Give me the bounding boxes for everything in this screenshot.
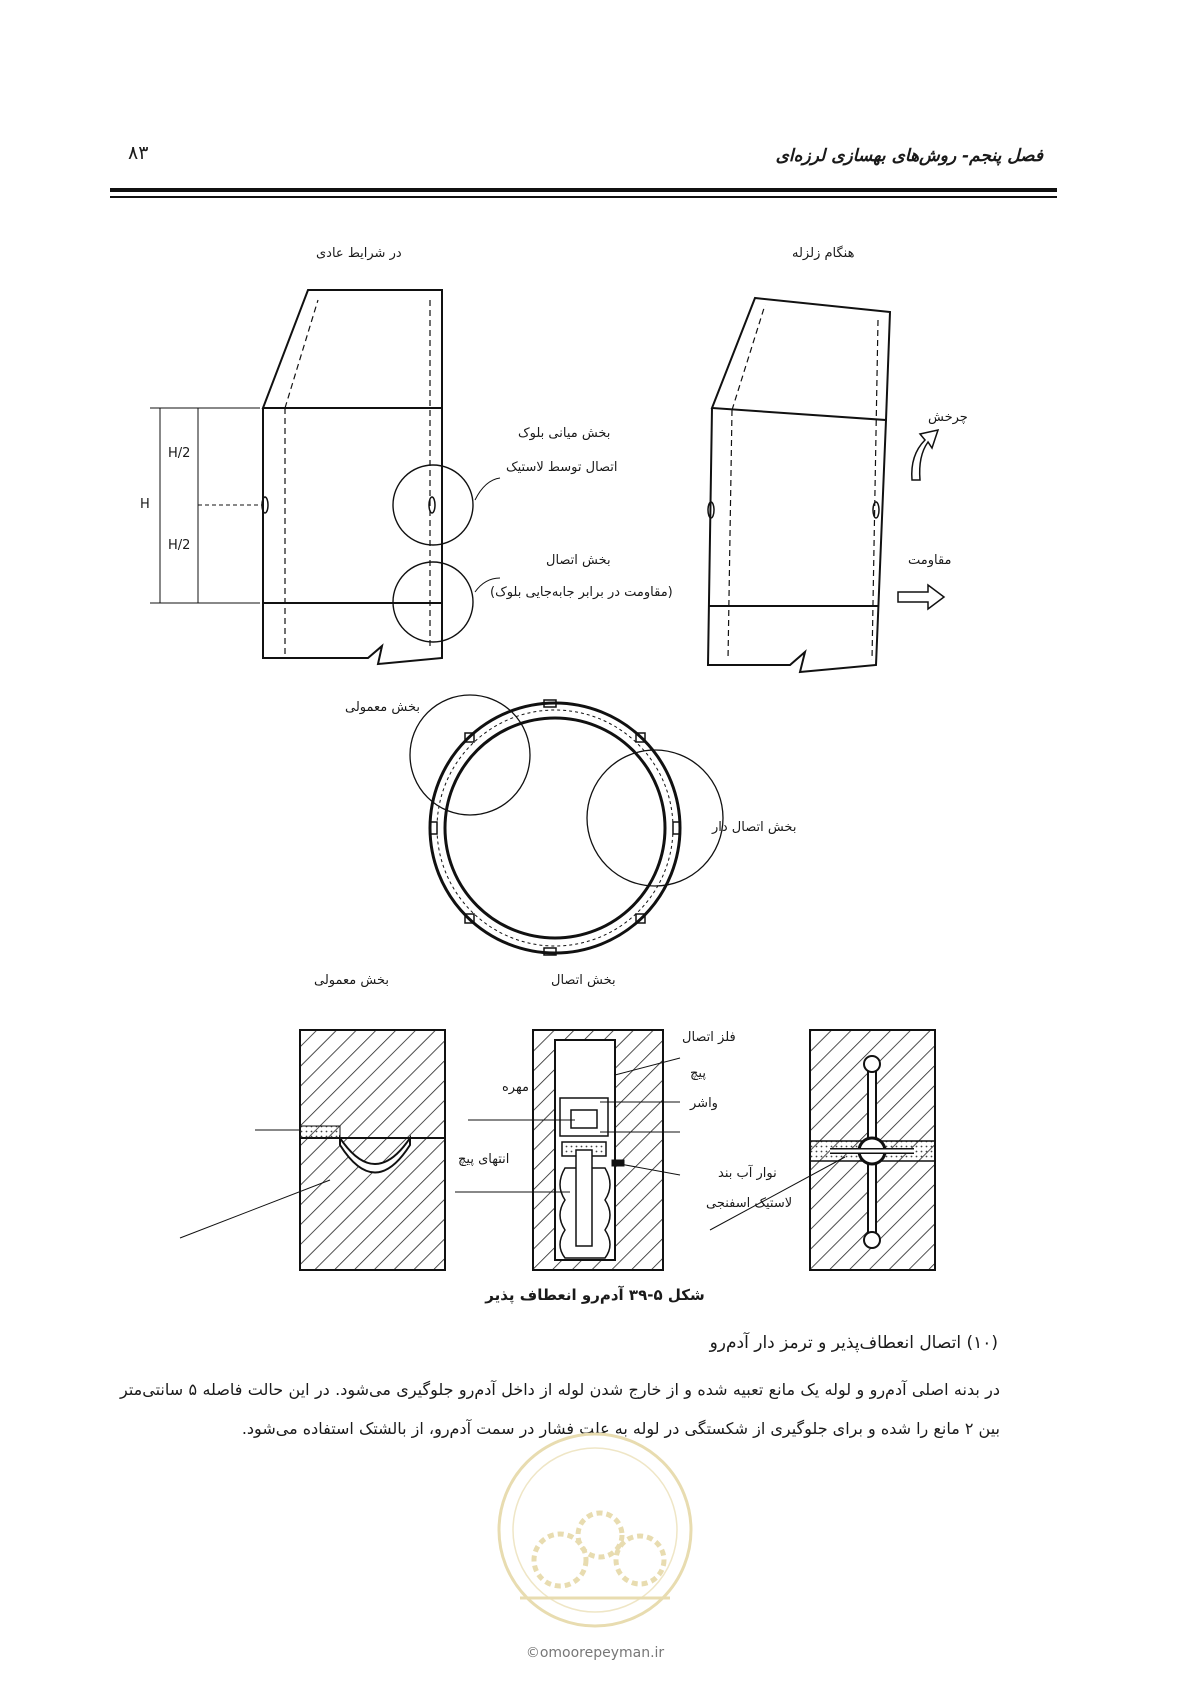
footer-website: ©omoorepeyman.ir: [525, 1645, 665, 1661]
copyright-icon: ©: [525, 1645, 540, 1661]
manhole-normal-elevation: [150, 290, 500, 664]
label-sponge-rubber: لاستیک اسفنجی: [706, 1196, 793, 1211]
label-washer: واشر: [690, 1096, 718, 1111]
dimension-h: H: [140, 497, 150, 512]
chapter-title: فصل پنجم- روش‌های بهسازی لرزه‌ای: [775, 146, 1043, 166]
label-screw-end: انتهای پیچ: [458, 1152, 510, 1167]
label-screw: پیچ: [690, 1066, 706, 1081]
detail-bolted-joint: [455, 1030, 680, 1270]
detail-ordinary-joint: [180, 1030, 445, 1270]
dimension-h2-upper: H/2: [168, 446, 191, 461]
callout-middle-line2: اتصال توسط لاستیک: [506, 460, 618, 475]
manhole-quake-elevation: [708, 298, 944, 672]
label-rotation: چرخش: [928, 410, 968, 425]
label-resistance: مقاومت: [908, 553, 952, 568]
label-during-earthquake: هنگام زلزله: [792, 246, 855, 261]
detail-label-joint: بخش اتصال: [551, 973, 616, 988]
label-waterstop: نوار آب بند: [718, 1166, 777, 1181]
page-number: ۸۳: [128, 142, 149, 164]
section-heading: (۱۰) اتصال انعطاف‌پذیر و ترمز دار آدم‌رو: [709, 1333, 998, 1353]
label-normal-condition: در شرایط عادی: [316, 246, 402, 261]
manhole-plan-ring: [410, 695, 723, 955]
body-paragraph: در بدنه اصلی آدم‌رو و لوله یک مانع تعبیه شده و از خارج شدن لوله از داخل آدم‌رو جلوگیری می‌شود. در این حالت فاصله ۵ سانتی‌متر بین ۲ مانع را شده و برای جلوگیری از شکستگی در لوله به علت فشار در سمت آدم‌رو، از بالشتک استفاده می‌شود.: [120, 1380, 1001, 1438]
figure-caption: شکل ۵-۳۹ آدم‌رو انعطاف پذیر: [485, 1286, 705, 1304]
label-nut: مهره: [502, 1080, 529, 1095]
plan-label-ordinary: بخش معمولی: [345, 700, 420, 715]
dimension-h2-lower: H/2: [168, 538, 191, 553]
detail-rubber-joint: [710, 1030, 935, 1270]
detail-label-ordinary: بخش معمولی: [314, 973, 389, 988]
label-metal-joint: فلز اتصال: [682, 1030, 736, 1045]
publisher-seal-watermark: [480, 1430, 710, 1630]
callout-joint-line1: بخش اتصال: [546, 553, 611, 568]
callout-joint-line2: (مقاومت در برابر جابه‌جایی بلوک): [490, 585, 673, 600]
callout-middle-line1: بخش میانی بلوک: [518, 426, 611, 441]
plan-label-jointed: بخش اتصال دار: [712, 820, 797, 835]
